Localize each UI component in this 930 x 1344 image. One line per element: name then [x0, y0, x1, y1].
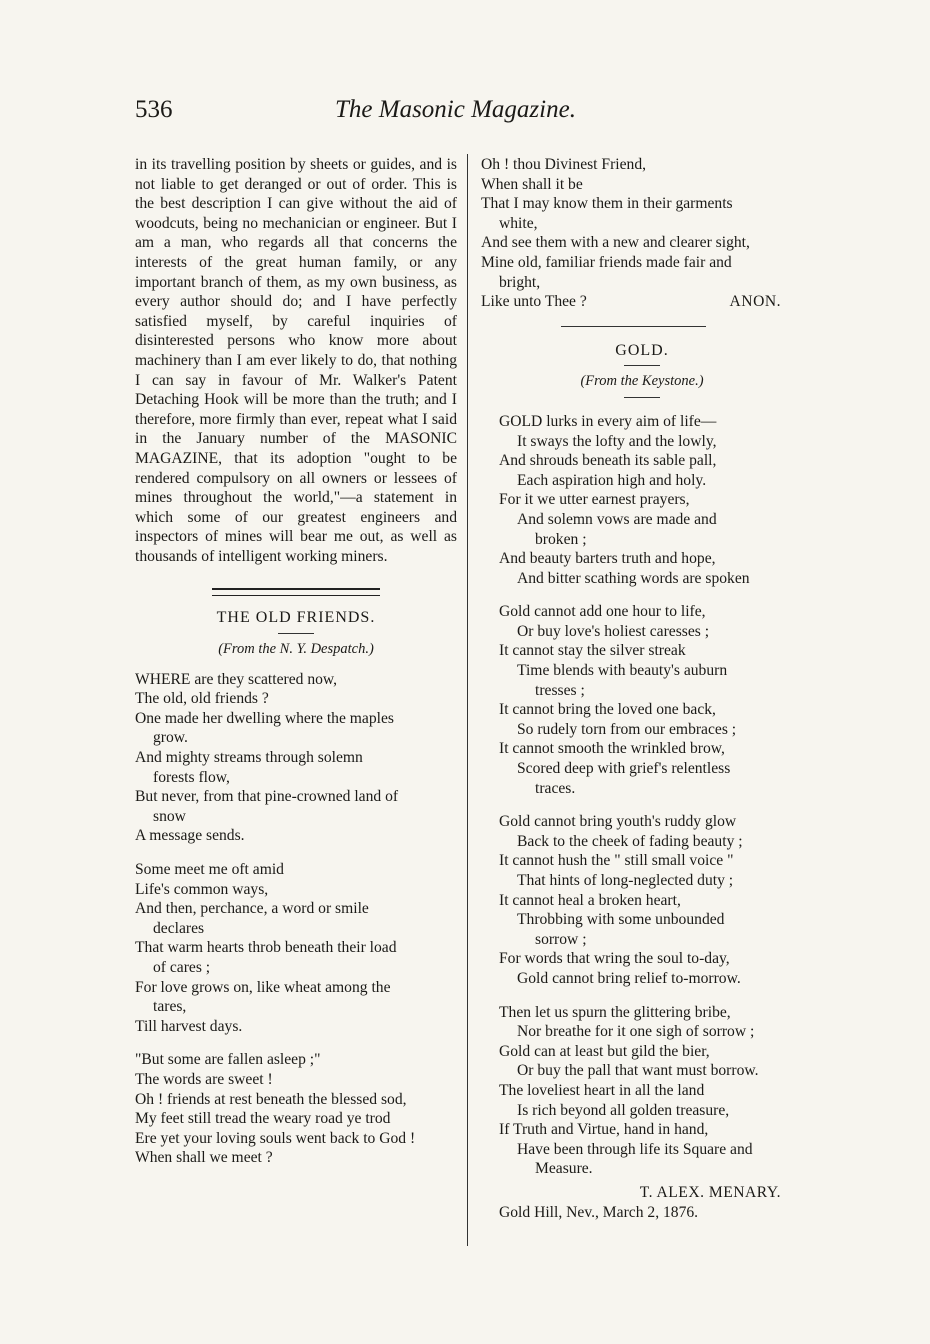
verse-line: Ere yet your loving souls went back to God ! — [135, 1129, 416, 1147]
verse-line: "But some are fallen asleep ;" — [135, 1051, 321, 1069]
verse-line: traces. — [535, 779, 576, 797]
verse-line: When shall it be — [481, 175, 583, 193]
verse-line: So rudely torn from our embraces ; — [517, 720, 737, 738]
verse-line: For love grows on, like wheat among the — [135, 978, 391, 996]
stanza — [499, 602, 803, 798]
final-verse-line: Like unto Thee ? — [481, 293, 587, 311]
poem-source-old-friends: (From the N. Y. Despatch.) — [218, 641, 374, 658]
verse-line: WHERE are they scattered now, — [135, 670, 338, 688]
verse-line: Gold cannot bring relief to-morrow. — [517, 969, 741, 987]
verse-line: It cannot smooth the wrinkled brow, — [499, 740, 725, 758]
verse-line: If Truth and Virtue, hand in hand, — [499, 1121, 709, 1139]
column-divider — [467, 154, 468, 1246]
stanza — [135, 1050, 457, 1168]
verse-line: A message sends. — [135, 827, 245, 845]
section-double-rule — [212, 588, 380, 596]
verse-line: And beauty barters truth and hope, — [499, 550, 716, 568]
verse-line: And see them with a new and clearer sight, — [481, 234, 750, 252]
verse-line: bright, — [499, 273, 541, 291]
verse-line: It cannot stay the silver streak — [499, 642, 686, 660]
stanza — [499, 412, 803, 588]
place-date: Gold Hill, Nev., March 2, 1876. — [499, 1203, 699, 1221]
poem-title-old-friends: THE OLD FRIENDS. — [216, 609, 376, 627]
title-rule — [278, 633, 314, 634]
verse-line: And shrouds beneath its sable pall, — [499, 452, 717, 470]
verse-line: declares — [153, 919, 205, 937]
poem-author: T. ALEX. MENARY. — [639, 1183, 781, 1201]
verse-line: Or buy the pall that want must borrow. — [517, 1062, 759, 1080]
poem-final-line — [481, 292, 803, 312]
verse-line: My feet still tread the weary road ye trod — [135, 1110, 391, 1128]
verse-line: The loveliest heart in all the land — [499, 1081, 705, 1099]
verse-line: Throbbing with some unbounded — [517, 911, 725, 929]
verse-line: tares, — [153, 998, 187, 1016]
right-column — [481, 155, 803, 1222]
title-rule — [624, 365, 660, 366]
verse-line: Measure. — [535, 1160, 593, 1178]
poem-title-gold: GOLD. — [615, 341, 669, 359]
verse-line: Mine old, familiar friends made fair and — [481, 253, 732, 271]
verse-line: white, — [499, 214, 538, 232]
verse-line: Gold cannot add one hour to life, — [499, 603, 706, 621]
verse-line: Each aspiration high and holy. — [517, 471, 707, 489]
verse-line: That hints of long-neglected duty ; — [517, 872, 734, 889]
verse-line: tresses ; — [535, 681, 585, 699]
verse-line: Oh ! friends at rest beneath the blessed sod, — [135, 1090, 407, 1108]
poem-body-old-friends — [135, 670, 457, 1168]
verse-line: And bitter scathing words are spoken — [517, 569, 750, 587]
verse-line: Or buy love's holiest caresses ; — [517, 622, 710, 640]
verse-line: The old, old friends ? — [135, 690, 269, 708]
verse-line: One made her dwelling where the maples — [135, 709, 394, 727]
verse-line: Gold can at least but gild the bier, — [499, 1042, 710, 1060]
verse-line: That warm hearts throb beneath their load — [135, 939, 397, 957]
article-paragraph: in its travelling position by sheets or guides, and is not liable to get deranged or out of order. This is the best description I can give without the aid of woodcuts, being no mechanician or engineer. But I am a man, who regards all that concerns the interests of the great human family, or any important branch of them, as my own business, as every author should do; and I have perfectly satisfied myself, by careful inquiries of disinterested persons who know more about machinery than I am ever likely to do, that nothing I can say in favour of Mr. Walker's Patent Detaching Hook will be more than the truth; and I therefore, more firmly than ever, repeat what I said in the January number of the MASONIC MAGAZINE, that its adoption "ought to be rendered compulsory on all owners or lessees of mines throughout the world,"—a statement in which some of our greatest engineers and inspectors of mines will bear me out, as well as thousands of intelligent working miners. — [135, 156, 457, 565]
verse-line: Till harvest days. — [135, 1017, 243, 1035]
verse-line: Time blends with beauty's auburn — [517, 662, 728, 680]
verse-line: It cannot hush the " still small voice " — [499, 852, 734, 870]
stanza — [499, 812, 803, 988]
verse-line: It cannot heal a broken heart, — [499, 891, 681, 909]
verse-line: And mighty streams through solemn — [135, 749, 363, 767]
verse-line: That I may know them in their garments — [481, 195, 733, 213]
poem-ending — [481, 155, 803, 292]
stanza — [135, 860, 457, 1036]
poem-attribution — [481, 1183, 803, 1222]
verse-line: But never, from that pine-crowned land of — [135, 788, 399, 806]
verse-line: Some meet me oft amid — [135, 861, 284, 878]
magazine-title: The Masonic Magazine. — [335, 96, 576, 123]
poem-body-gold — [481, 412, 803, 1179]
page-header — [135, 96, 800, 132]
verse-line: grow. — [153, 729, 188, 747]
verse-line: The words are sweet ! — [135, 1070, 273, 1088]
verse-line: It sways the lofty and the lowly, — [517, 432, 717, 450]
verse-line: Gold cannot bring youth's ruddy glow — [499, 813, 737, 831]
verse-line: sorrow ; — [535, 930, 587, 948]
verse-line: Scored deep with grief's relentless — [517, 760, 731, 778]
page-number: 536 — [135, 96, 173, 123]
verse-line: It cannot bring the loved one back, — [499, 701, 716, 719]
poem-source-gold: (From the Keystone.) — [580, 373, 704, 390]
verse-line: Oh ! thou Divinest Friend, — [481, 156, 647, 173]
verse-line: Life's common ways, — [135, 880, 269, 898]
verse-line: And solemn vows are made and — [517, 510, 717, 528]
verse-line: For it we utter earnest prayers, — [499, 491, 690, 509]
verse-line: And then, perchance, a word or smile — [135, 900, 369, 918]
article-continuation — [135, 155, 457, 566]
verse-line: broken ; — [535, 530, 587, 548]
poem-signature: ANON. — [729, 293, 781, 311]
verse-line: Then let us spurn the glittering bribe, — [499, 1003, 731, 1021]
verse-line: Nor breathe for it one sigh of sorrow ; — [517, 1023, 755, 1041]
section-rule — [561, 326, 706, 327]
verse-line: When shall we meet ? — [135, 1149, 273, 1167]
verse-line: GOLD lurks in every aim of life— — [499, 412, 717, 430]
verse-line: For words that wring the soul to-day, — [499, 950, 730, 968]
verse-line: Back to the cheek of fading beauty ; — [517, 832, 743, 850]
verse-line: Is rich beyond all golden treasure, — [517, 1101, 730, 1119]
verse-line: of cares ; — [153, 958, 211, 976]
stanza — [135, 670, 457, 846]
left-column — [135, 155, 457, 1182]
verse-line: Have been through life its Square and — [517, 1140, 753, 1158]
verse-line: snow — [153, 807, 186, 825]
source-rule — [624, 397, 660, 398]
stanza — [499, 1003, 803, 1179]
verse-line: forests flow, — [153, 768, 230, 786]
